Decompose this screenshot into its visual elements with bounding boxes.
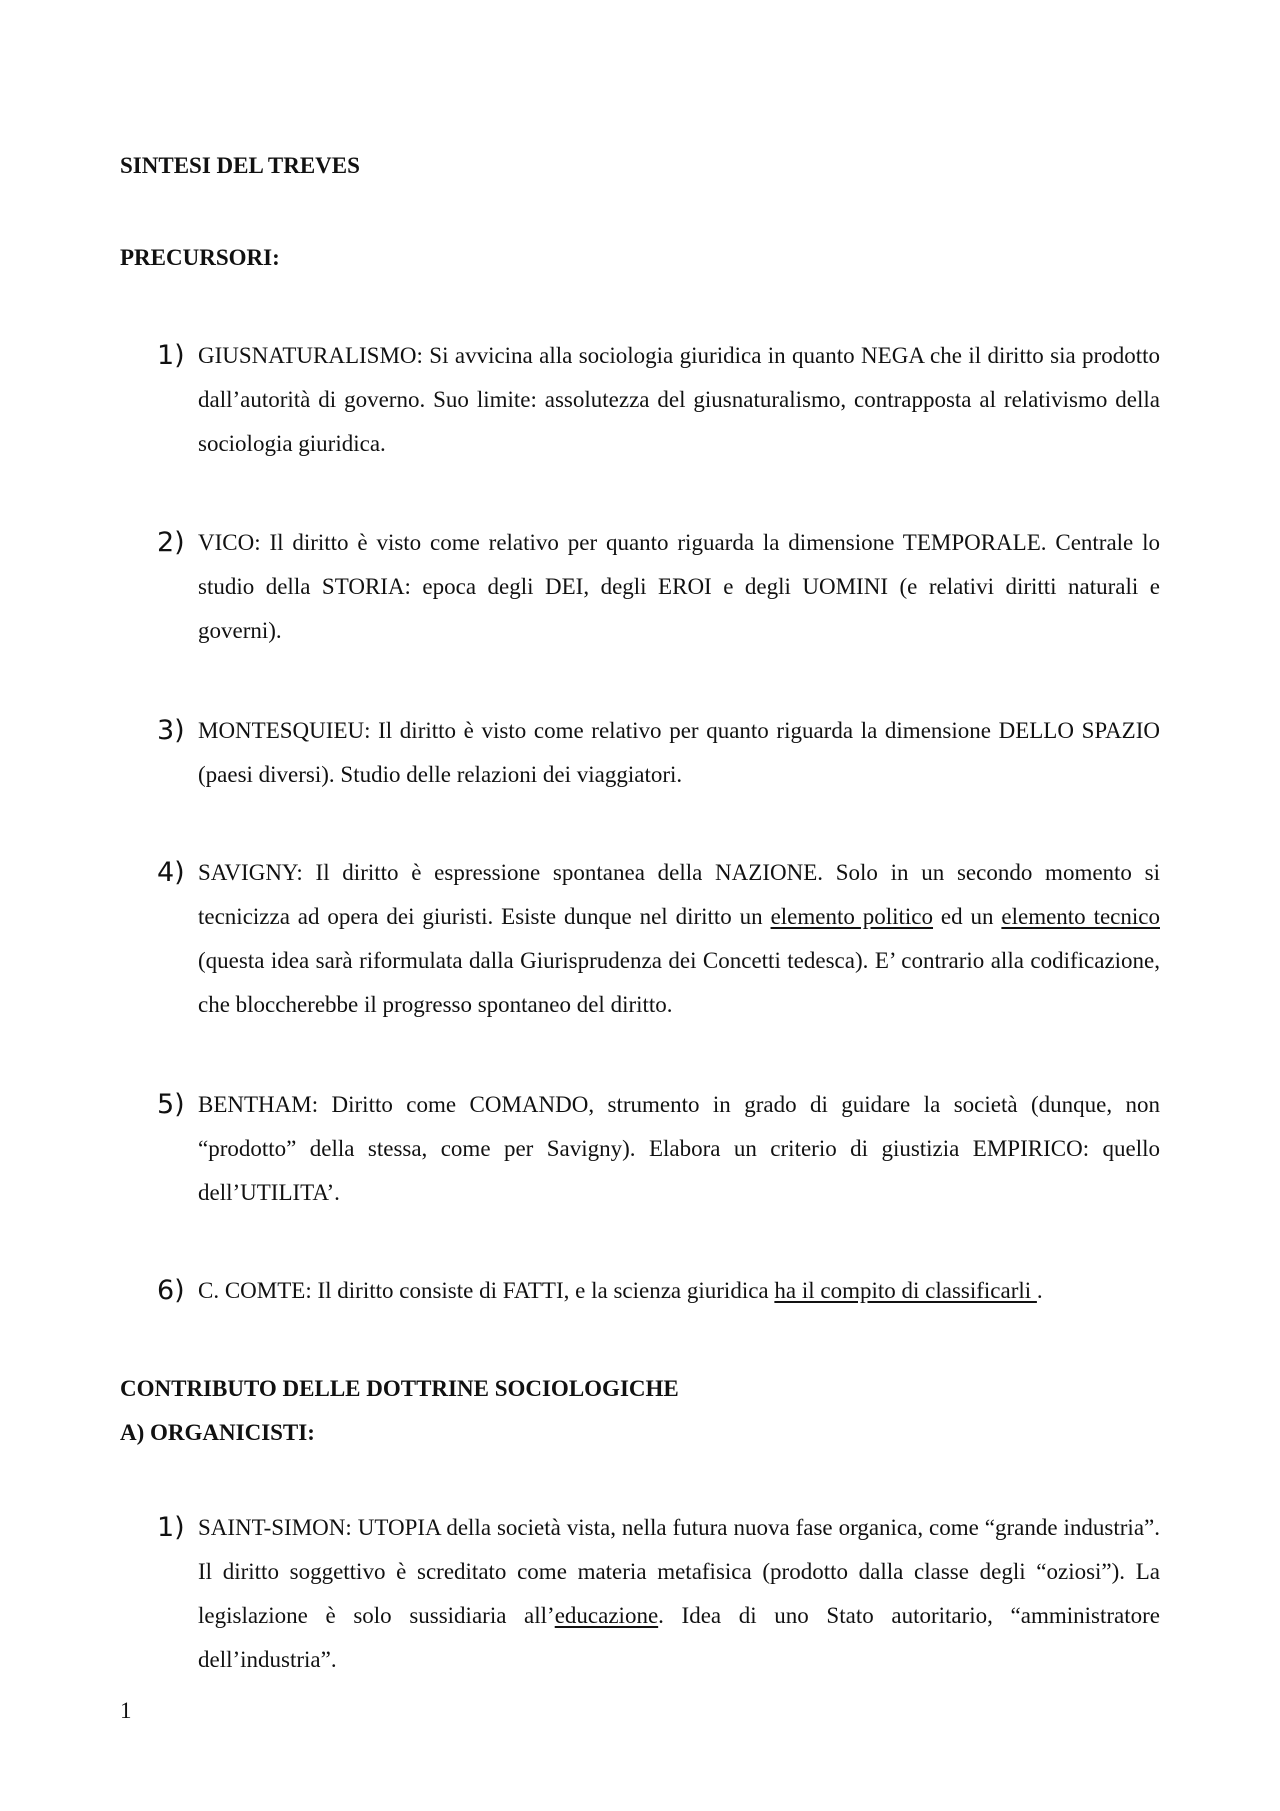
- list-item-bentham: [120, 1083, 1160, 1215]
- list-number: 5): [157, 1089, 185, 1120]
- list-item-text: VICO: Il diritto è visto come relativo per quanto riguarda la dimensione TEMPORALE. Centrale lo studio della STORIA: epoca degli DEI, degli EROI e degli UOMINI (e relativi diritti naturali e governi).: [198, 530, 1160, 643]
- underlined-term: elemento tecnico: [1001, 904, 1160, 929]
- list-item-montesquieu: [120, 709, 1160, 797]
- list-item-vico: [120, 521, 1160, 653]
- list-number: 2): [157, 527, 185, 558]
- underlined-term: ha il compito di classificarli: [774, 1278, 1037, 1303]
- document-title: SINTESI DEL TREVES: [120, 153, 360, 178]
- underlined-term: elemento politico: [770, 904, 934, 929]
- list-item-giusnaturalismo: [120, 334, 1160, 466]
- list-item-text: SAVIGNY: Il diritto è espressione spontanea della NAZIONE. Solo in un secondo momento si tecnicizza ad opera dei giuristi. Esiste dunque nel diritto un elemento politico ed un elemento tecnico (questa idea sarà riformulata dalla Giurisprudenza dei Concetti tedesca). E’ contrario alla codificazione, che bloccherebbe il progresso spontaneo del diritto.: [198, 860, 1160, 1017]
- list-item-text: C. COMTE: Il diritto consiste di FATTI, e la scienza giuridica ha il compito di classificarli .: [198, 1278, 1043, 1303]
- list-item-text: SAINT-SIMON: UTOPIA della società vista, nella futura nuova fase organica, come “grande industria”. Il diritto soggettivo è screditato come materia metafisica (prodotto dalla classe degli “oziosi”). La legislazione è solo sussidiaria all’educazione. Idea di uno Stato autoritario, “amministratore dell’industria”.: [198, 1515, 1160, 1672]
- list-item-saint-simon: [120, 1506, 1160, 1682]
- precursori-heading: PRECURSORI:: [120, 245, 280, 270]
- list-item-savigny: [120, 851, 1160, 1027]
- contributo-heading: CONTRIBUTO DELLE DOTTRINE SOCIOLOGICHE: [120, 1376, 679, 1401]
- list-number: 6): [157, 1275, 185, 1306]
- list-number: 1): [157, 340, 185, 371]
- underlined-term: educazione: [554, 1603, 659, 1628]
- list-item-text: MONTESQUIEU: Il diritto è visto come relativo per quanto riguarda la dimensione DELLO SPAZIO (paesi diversi). Studio delle relazioni dei viaggiatori.: [198, 718, 1160, 787]
- list-item-text: BENTHAM: Diritto come COMANDO, strumento in grado di guidare la società (dunque, non “prodotto” della stessa, come per Savigny). Elabora un criterio di giustizia EMPIRICO: quello dell’UTILITA’.: [198, 1092, 1160, 1205]
- organicisti-heading: A) ORGANICISTI:: [120, 1420, 315, 1445]
- list-item-text: GIUSNATURALISMO: Si avvicina alla sociologia giuridica in quanto NEGA che il diritto sia prodotto dall’autorità di governo. Suo limite: assolutezza del giusnaturalismo, contrapposta al relativismo della sociologia giuridica.: [198, 343, 1160, 456]
- list-item-comte: [120, 1269, 1160, 1313]
- page-number: 1: [120, 1698, 132, 1723]
- list-number: 4): [157, 857, 185, 888]
- list-number: 3): [157, 715, 185, 746]
- list-number: 1): [157, 1512, 185, 1543]
